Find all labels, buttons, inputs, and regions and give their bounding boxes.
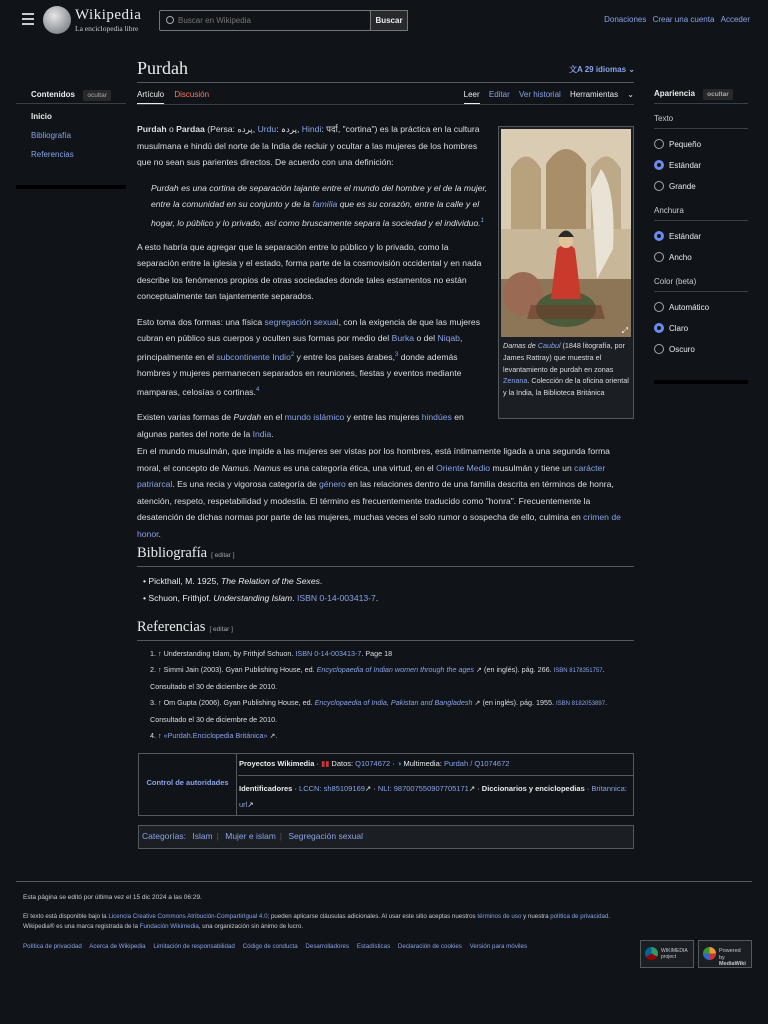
external-link-icon: ↗: [267, 730, 276, 740]
footer-link[interactable]: Declaración de cookies: [397, 943, 462, 950]
radio-icon[interactable]: [654, 181, 664, 191]
color-label: Color (beta): [654, 277, 748, 292]
article-body: [137, 121, 492, 451]
bold-term: Pardaa: [176, 124, 205, 134]
footer-link[interactable]: Desarrolladores: [305, 943, 350, 950]
appearance-title: Apariencia: [654, 89, 695, 98]
text: . Page 18: [361, 649, 393, 658]
link-license[interactable]: Licencia Creative Commons Atribución-CompartirIgual 4.0: [108, 913, 268, 920]
wikidata-icon: ▮▮: [321, 759, 330, 768]
image-caption: [501, 337, 631, 399]
badge-text: MediaWiki: [719, 961, 746, 967]
paragraph: [137, 314, 492, 400]
text: .: [271, 428, 274, 439]
paragraph: [137, 409, 492, 442]
link-britannica[interactable]: «Purdah.Enciclopedia Británica»: [163, 730, 268, 740]
link-hindi[interactable]: Hindi: [301, 124, 322, 134]
search-button[interactable]: Buscar: [370, 10, 408, 31]
radio-icon[interactable]: [654, 252, 664, 262]
list-item: [143, 590, 378, 607]
wikipedia-logo-icon[interactable]: [43, 6, 71, 34]
categories-label[interactable]: Categorías:: [142, 831, 186, 841]
toc-item-inicio[interactable]: Inicio: [31, 112, 52, 121]
edit-section-link[interactable]: [ editar ]: [211, 552, 235, 559]
text: Purdah: [233, 412, 262, 423]
link-subcontinente[interactable]: subcontinente Indio: [216, 351, 291, 362]
article-body-wide: [137, 443, 634, 542]
license-text: [23, 912, 623, 932]
text: ·: [292, 784, 300, 793]
text: (Persa: پرده,: [204, 124, 258, 134]
text: Namus: [221, 462, 249, 473]
references-list: [150, 646, 634, 743]
expand-image-icon[interactable]: ⤢: [621, 326, 628, 335]
link-zenana[interactable]: Zenana: [503, 376, 528, 386]
text: . Colección de la oficina oriental y la India, la Biblioteca Británica: [503, 376, 629, 398]
tab-tools[interactable]: Herramientas: [570, 90, 619, 99]
text: Wikipedia® es una marca registrada de la: [23, 923, 140, 930]
bibliography-list: [143, 573, 378, 607]
text: , una organización sin ánimo de lucro.: [198, 923, 304, 930]
chevron-down-icon[interactable]: ⌄: [625, 90, 634, 99]
list-item: [150, 728, 634, 744]
lithograph-illustration: [501, 129, 631, 337]
toc-hide-button[interactable]: ocultar: [83, 90, 111, 101]
lithograph-image[interactable]: [501, 129, 631, 337]
tabs-divider: [137, 104, 634, 105]
text: Schuon, Frithjof.: [148, 593, 214, 603]
ref-3[interactable]: 3: [395, 351, 399, 358]
heading-divider: [137, 640, 634, 641]
radio-selected-icon[interactable]: [654, 160, 664, 170]
text: .: [319, 576, 323, 586]
wikimedia-badge[interactable]: [640, 940, 694, 968]
appearance-header: [654, 82, 748, 104]
appearance-hide-button[interactable]: ocultar: [703, 89, 733, 100]
text: en el: [261, 412, 285, 423]
view-tabs: [457, 90, 634, 99]
text: Namus: [253, 462, 281, 473]
separator: |: [216, 831, 219, 841]
footer-link[interactable]: Código de conducta: [242, 943, 298, 950]
authority-control-box: [138, 753, 634, 816]
link-wikidata[interactable]: Q1074672: [355, 759, 391, 768]
ref-1[interactable]: 1: [480, 217, 484, 224]
text: ·: [475, 784, 482, 793]
link-crimen-de-honor[interactable]: crimen de honor: [137, 512, 621, 539]
link-reference-title[interactable]: Encyclopaedia of Indian women through the ages: [316, 664, 475, 674]
text: Datos:: [329, 759, 356, 768]
text: 3. ↑ Om Gupta (2006). Gyan Publishing House, ed.: [150, 697, 315, 707]
language-button[interactable]: [569, 64, 635, 75]
appearance-panel: [654, 82, 748, 355]
text: . Es una recia y vigorosa categoría de: [172, 479, 320, 489]
link-caracter-patriarcal[interactable]: carácter patriarcal: [137, 462, 606, 489]
text: en las relaciones dentro de una familia descrita en términos de honra, atención, respeto, respetabilidad y modestia. El término es frecuentemente traducido como "honra". Frecuentemente la desatención de dichas normas por parte de las mujeres, muchas veces el solo rumor o sospecha de ello, culmina en: [137, 479, 614, 522]
list-item: [150, 662, 634, 695]
last-edited: Esta página se editó por última vez el 15 dic 2024 a las 06:29.: [23, 894, 202, 901]
heading-text: Referencias: [137, 619, 206, 635]
paragraph: A esto habría que agregar que la separación entre lo público y lo privado, como la separación entre la iglesia y el estado, forma parte de la cosmovisión occidental y en nada describe los fenómenos propios de otras sociedades donde tales estamentos no están conceptualmente tan tajantemente separados.: [137, 241, 482, 302]
text: 4. ↑: [150, 730, 164, 740]
list-item: [143, 573, 378, 590]
mediawiki-logo-icon: [703, 947, 716, 960]
text: que es su corazón, entre la calle y el hogar, lo público y lo privado, así como bruscamente separa la sociedad y el individuo.: [151, 199, 481, 228]
text: .: [292, 593, 297, 603]
tab-read[interactable]: Leer: [464, 90, 480, 105]
text: ; pueden aplicarse cláusulas adicionales. Al usar este sitio aceptas nuestros: [267, 913, 478, 920]
definition-quote: [151, 180, 492, 231]
text: o del: [414, 333, 438, 344]
bold-term: Purdah: [137, 124, 167, 134]
text: y nuestra: [521, 913, 551, 920]
external-link-icon: ↗: [472, 697, 481, 707]
tab-history[interactable]: Ver historial: [519, 90, 561, 99]
main-menu-icon[interactable]: [22, 13, 34, 25]
color-option-dark[interactable]: [654, 343, 748, 355]
text: ·: [390, 759, 397, 768]
badge-text: WIKIMEDIA project: [661, 948, 688, 960]
color-option-light[interactable]: [654, 322, 748, 334]
option-label: Automático: [669, 302, 710, 312]
link-commons[interactable]: Purdah / Q1074672: [443, 759, 510, 768]
text: en algunas partes del norte de la: [137, 412, 464, 439]
text: y entre las mujeres: [344, 412, 422, 423]
text: En el mundo musulmán, que impide a las mujeres ser vistas por los hombres, está íntimamente ligada a una segunda forma moral, el concepto de: [137, 446, 610, 473]
toc-scroll-divider: [16, 185, 126, 189]
width-option-standard[interactable]: [654, 230, 748, 242]
text: .: [158, 528, 161, 539]
text: The Relation of the Sexes: [221, 576, 320, 586]
text: Understanding Islam: [213, 593, 293, 603]
title-divider: [137, 82, 634, 83]
radio-icon[interactable]: [654, 139, 664, 149]
heading-text: Bibliografía: [137, 545, 208, 561]
toc-item-bibliografia[interactable]: Bibliografía: [31, 131, 72, 140]
site-header: [0, 0, 768, 42]
link-isbn[interactable]: ISBN 8178351757: [553, 667, 603, 674]
text: 2. ↑ Simmi Jain (2003). Gyan Publishing House, ed.: [150, 664, 317, 674]
paragraph: [137, 121, 492, 171]
logo-tagline: La enciclopedia libre: [75, 24, 139, 33]
footer-link[interactable]: Limitación de responsabilidad: [153, 943, 235, 950]
text: .: [275, 730, 278, 740]
text: musulmán y tiene un: [490, 462, 575, 473]
text: es una categoría ética, una virtud, en el: [280, 462, 437, 473]
external-link-icon: ↗: [474, 664, 483, 674]
text: Identificadores: [239, 784, 293, 793]
link-lccn[interactable]: LCCN: sh85109169: [299, 784, 365, 793]
heading-divider: [137, 566, 634, 567]
text: : پردہ,: [276, 124, 302, 134]
authority-control-label[interactable]: Control de autoridades: [139, 754, 237, 815]
text: ·: [584, 784, 592, 793]
text: El texto está disponible bajo la: [23, 913, 109, 920]
width-label: Anchura: [654, 206, 748, 221]
footer-divider: [16, 881, 752, 882]
edit-section-link[interactable]: [ editar ]: [209, 626, 233, 633]
link-india[interactable]: India: [252, 428, 272, 439]
create-account-link[interactable]: Crear una cuenta: [652, 15, 715, 24]
separator: |: [279, 831, 282, 841]
link-reference-title[interactable]: Encyclopaedia of India, Pakistan and Bangladesh: [314, 697, 473, 707]
option-label: Pequeño: [669, 139, 702, 149]
ref-4[interactable]: 4: [255, 386, 260, 393]
link-isbn[interactable]: ISBN 0-14-003413-7: [295, 649, 362, 658]
color-option-auto[interactable]: [654, 301, 748, 313]
language-count: 29 idiomas: [584, 65, 627, 74]
text: . Consultado el 30 de diciembre de 2010.: [150, 664, 605, 691]
link-nli[interactable]: NLI: 987007550907705171: [377, 784, 469, 793]
text: , con la exigencia de que las mujeres cubran en público sus cuerpos y oculten sus formas por medio del: [137, 316, 480, 344]
link-britannica-url[interactable]: Britannica: url: [239, 784, 627, 809]
link-genero[interactable]: género: [319, 479, 346, 489]
search-input[interactable]: [178, 14, 364, 27]
link-terms[interactable]: términos de uso: [477, 913, 522, 920]
radio-selected-icon[interactable]: [654, 231, 664, 241]
link-isbn[interactable]: ISBN 0-14-003413-7: [296, 593, 376, 603]
text: . Consultado el 30 de diciembre de 2010.: [150, 697, 608, 724]
link-niqab[interactable]: Niqab: [437, 333, 460, 344]
text: .: [248, 462, 254, 473]
categories-box: [138, 825, 634, 849]
toc-header: [16, 82, 126, 104]
user-links: [600, 15, 750, 24]
option-label: Oscuro: [669, 344, 695, 354]
tab-article[interactable]: Artículo: [137, 90, 164, 105]
badge-text: Powered by: [719, 948, 741, 961]
tab-edit[interactable]: Editar: [488, 90, 510, 99]
toc-item-referencias[interactable]: Referencias: [31, 150, 74, 159]
link-oriente-medio[interactable]: Oriente Medio: [436, 462, 491, 473]
text: Diccionarios y enciclopedias: [481, 784, 585, 793]
text: Proyectos Wikimedia: [239, 759, 315, 768]
text: Esto toma dos formas: una física: [137, 316, 265, 327]
external-link-icon: ↗: [468, 784, 476, 793]
text: .: [608, 913, 611, 920]
radio-icon[interactable]: [654, 344, 664, 354]
text-size-label: Texto: [654, 114, 748, 129]
category-link[interactable]: Mujer e islam: [225, 831, 276, 841]
login-link[interactable]: Acceder: [720, 15, 750, 24]
namespace-tabs: [137, 90, 217, 99]
option-label: Estándar: [669, 231, 702, 241]
authority-row-projects: [238, 754, 633, 776]
text: (en inglés). pág. 1955.: [480, 697, 557, 707]
mediawiki-badge[interactable]: [698, 940, 752, 968]
text: ·: [314, 759, 322, 768]
text-option-standard[interactable]: [654, 159, 748, 171]
link-familia[interactable]: familia: [312, 199, 338, 209]
link-privacy[interactable]: política de privacidad: [550, 913, 609, 920]
footer-links: [23, 943, 533, 950]
link-caubul[interactable]: Caubul: [537, 341, 561, 350]
footer-link[interactable]: Acerca de Wikipedia: [89, 943, 146, 950]
list-item: [150, 646, 634, 662]
section-heading-bibliografia: [137, 545, 235, 562]
chevron-down-icon: ⌄: [626, 65, 635, 74]
text: ·: [371, 784, 378, 793]
page-title: Purdah: [137, 58, 188, 78]
translate-icon: 文A: [569, 65, 585, 74]
text: y entre los países árabes,: [294, 351, 395, 362]
section-heading-referencias: [137, 619, 233, 636]
link-burka[interactable]: Burka: [391, 333, 415, 344]
text: o: [166, 124, 177, 134]
image-figure: [498, 126, 634, 419]
footer-link[interactable]: Versión para móviles: [469, 943, 528, 950]
text: Damas de: [503, 341, 538, 350]
link-hindues[interactable]: hindúes: [421, 412, 452, 423]
category-link[interactable]: Islam: [192, 831, 213, 841]
donate-link[interactable]: Donaciones: [604, 15, 647, 24]
width-option-wide[interactable]: [654, 251, 748, 263]
text-option-large[interactable]: [654, 180, 748, 192]
text-option-small[interactable]: [654, 138, 748, 150]
footer-link[interactable]: Política de privacidad: [23, 943, 82, 950]
link-urdu[interactable]: Urdu: [257, 124, 277, 134]
text: Multimedia:: [401, 759, 444, 768]
external-link-icon: ↗: [247, 800, 254, 809]
commons-icon: ◑: [396, 759, 402, 768]
search-box[interactable]: [159, 10, 371, 31]
link-foundation[interactable]: Fundación Wikimedia: [139, 923, 199, 930]
authority-row-identifiers: [238, 777, 633, 813]
radio-icon[interactable]: [654, 302, 664, 312]
list-item: [150, 695, 634, 728]
footer-link[interactable]: Estadísticas: [356, 943, 391, 950]
text: Pickthall, M. 1925,: [148, 576, 222, 586]
text: .: [375, 593, 379, 603]
option-label: Claro: [669, 323, 689, 333]
text: (1848 litografía, por James Rattray) que muestra el levantamiento de purdah en zonas: [503, 341, 625, 374]
table-of-contents: [16, 82, 126, 159]
external-link-icon: ↗: [364, 784, 372, 793]
logo-wordmark[interactable]: Wikipedia: [75, 7, 142, 23]
link-isbn[interactable]: ISBN 8182053897: [556, 700, 606, 707]
option-label: Grande: [669, 181, 696, 191]
appearance-scroll-divider: [654, 380, 748, 384]
option-label: Ancho: [669, 252, 692, 262]
link-mundo-islamico[interactable]: mundo islámico: [284, 412, 345, 423]
toc-title: Contenidos: [31, 90, 75, 99]
text: Purdah es una cortina de separación tajante entre el mundo del hombre y el de la mujer, entre la comunidad en su conjunto y de la: [151, 182, 488, 209]
text: donde además hombres y mujeres permanecen separados en reuniones, fiestas y eventos mediante mamparas, celosías o cortinas.: [137, 351, 462, 397]
text: (en inglés). pág. 266.: [482, 664, 554, 674]
tab-discussion[interactable]: Discusión: [174, 90, 210, 99]
category-link[interactable]: Segregación sexual: [288, 831, 364, 841]
wikimedia-logo-icon: [645, 947, 658, 960]
ref-2[interactable]: 2: [290, 351, 295, 358]
paragraph: [137, 443, 634, 542]
link-segregacion[interactable]: segregación sexual: [264, 316, 339, 327]
radio-selected-icon[interactable]: [654, 323, 664, 333]
search-icon: [166, 16, 174, 24]
text: 1. ↑ Understanding Islam, by Frithjof Schuon.: [150, 649, 296, 658]
text: , principalmente en el: [137, 333, 463, 362]
text: Existen varias formas de: [137, 412, 234, 423]
option-label: Estándar: [669, 160, 702, 170]
text: : पर्दा, "cortina") es la práctica en la cultura musulmana e hindú del norte de la India de recluir y ocultar a las mujeres de los hombres que no sean sus parientes directos. De acuerdo con una definición:: [137, 124, 480, 167]
